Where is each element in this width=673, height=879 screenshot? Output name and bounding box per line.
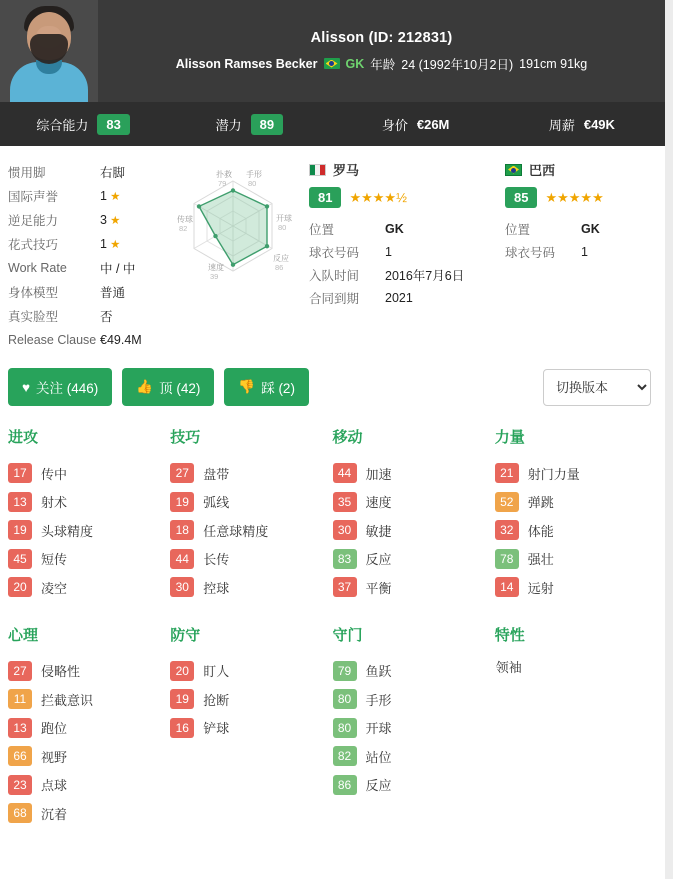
skill-label: 传中: [41, 466, 68, 482]
club-info-section: [303, 160, 665, 352]
skill-row: [170, 714, 332, 743]
club-row-value: GK: [581, 221, 600, 236]
skill-label: 站位: [365, 749, 392, 765]
skill-row: [495, 545, 657, 574]
follow-button-label: 关注 (446): [36, 381, 99, 396]
skill-row: [333, 742, 495, 771]
stat-overall-label: 综合能力: [36, 117, 89, 133]
skill-label: 反应: [365, 778, 392, 794]
skill-label: 盯人: [203, 664, 230, 680]
skill-group-title: 进攻: [8, 429, 39, 446]
brazil-flag-icon: [324, 58, 340, 69]
player-header-info: [98, 0, 665, 102]
skill-value: 13: [8, 718, 32, 738]
club-row-key: 位置: [309, 222, 335, 237]
club-rating: [309, 187, 469, 208]
skill-value: 66: [8, 746, 32, 766]
skill-label: 控球: [203, 580, 230, 596]
stat-potential: [166, 114, 332, 135]
skill-row: [8, 516, 170, 545]
attr-label: Work Rate: [8, 261, 67, 275]
skill-group-title: 特性: [494, 626, 525, 644]
skill-value: 35: [333, 492, 357, 512]
attr-label: 花式技巧: [8, 238, 59, 252]
club-title: [309, 160, 469, 179]
stat-wage: [499, 115, 665, 134]
dislike-button-label: 踩 (2): [261, 381, 295, 396]
stat-value-label: 身价: [381, 117, 408, 133]
radar-axis-label: 传球: [177, 215, 193, 224]
skill-group-title: 力量: [494, 429, 525, 446]
club-row-key: 合同到期: [309, 291, 360, 306]
skill-group-movement: [333, 422, 495, 602]
skill-label: 速度: [365, 495, 392, 511]
skill-value: 44: [333, 463, 357, 483]
skill-label: 拦截意识: [41, 692, 94, 708]
attr-value: 1: [100, 237, 107, 251]
attr-value: 普通: [100, 286, 126, 300]
skill-group-traits: [495, 620, 657, 828]
skill-row: [170, 573, 332, 602]
player-avatar: [0, 0, 98, 102]
skill-label: 盘带: [203, 466, 230, 482]
club-row: [309, 240, 469, 263]
svg-text:82: 82: [179, 224, 188, 233]
skill-label: 抢断: [203, 692, 230, 708]
attr-value: €49.4M: [100, 333, 142, 347]
radar-axis-label: 扑救: [216, 170, 232, 179]
player-subline: [176, 55, 588, 73]
attr-row: [8, 184, 163, 208]
skill-row: [333, 714, 495, 743]
skill-row: [170, 545, 332, 574]
svg-text:86: 86: [275, 263, 284, 272]
like-button[interactable]: [122, 368, 214, 406]
player-attribute-list: [0, 160, 163, 352]
skill-value: 27: [170, 463, 194, 483]
skill-value: 20: [170, 661, 194, 681]
skill-value: 11: [8, 689, 32, 709]
attr-row: [8, 280, 163, 304]
club-rating-stars: ★★★★½: [349, 189, 407, 205]
club-row: [505, 240, 665, 263]
skill-label: 点球: [41, 778, 68, 794]
attr-label: Release Clause: [8, 333, 97, 347]
svg-text:80: 80: [278, 223, 287, 232]
radar-axis-label: 手形: [246, 170, 262, 179]
player-details: [0, 146, 665, 358]
skill-label: 弧线: [203, 495, 230, 511]
follow-button[interactable]: [8, 368, 112, 406]
radar-svg: [163, 160, 303, 290]
skill-row: [170, 685, 332, 714]
skill-label: 视野: [41, 749, 68, 765]
svg-text:39: 39: [210, 272, 219, 281]
skill-row: [8, 742, 170, 771]
club-row: [309, 217, 469, 240]
attr-row: [8, 328, 163, 352]
skill-label: 平衡: [365, 580, 392, 596]
skill-label: 鱼跃: [365, 664, 392, 680]
skill-label: 头球精度: [41, 523, 94, 539]
skill-label: 弹跳: [527, 495, 554, 511]
skill-row: [333, 545, 495, 574]
club-row-key: 位置: [505, 222, 531, 237]
skill-row: [333, 685, 495, 714]
skill-value: 27: [8, 661, 32, 681]
attr-label: 惯用脚: [8, 166, 46, 180]
club-row-value: 2021: [385, 290, 413, 305]
skill-row: [495, 459, 657, 488]
club-name: 巴西: [529, 163, 556, 178]
skill-row: [8, 714, 170, 743]
skill-row: [8, 459, 170, 488]
skill-row: [8, 685, 170, 714]
skill-value: 86: [333, 775, 357, 795]
stat-value: [333, 115, 499, 134]
club-row-value: 1: [581, 244, 588, 259]
skill-label: 短传: [41, 552, 68, 568]
skill-value: 82: [333, 746, 357, 766]
brazil-flag-icon: [505, 164, 522, 176]
skill-label: 手形: [365, 692, 392, 708]
skill-row: [333, 516, 495, 545]
skill-row: [333, 657, 495, 686]
skill-group-power: [495, 422, 657, 602]
skill-value: 21: [495, 463, 519, 483]
attr-value: 3: [100, 213, 107, 227]
skill-label: 射术: [41, 495, 68, 511]
skill-label: 跑位: [41, 721, 68, 737]
club-row-key: 入队时间: [309, 268, 360, 283]
skill-value: 78: [495, 549, 519, 569]
skill-row: [170, 516, 332, 545]
skill-row: [170, 488, 332, 517]
attr-row: [8, 232, 163, 256]
skill-label: 体能: [527, 523, 554, 539]
skill-row: [8, 488, 170, 517]
star-icon: ★: [106, 215, 121, 227]
skill-group-attack: [8, 422, 170, 602]
skill-value: 80: [333, 689, 357, 709]
stat-wage-label: 周薪: [548, 117, 575, 133]
skill-group-title: 移动: [332, 429, 363, 446]
skill-value: 68: [8, 803, 32, 823]
club-row-key: 球衣号码: [309, 245, 360, 260]
version-select-wrap: [543, 369, 651, 406]
skill-grid: [0, 422, 665, 846]
italy-flag-icon: [309, 164, 326, 176]
club-row-value: 2016年7月6日: [385, 268, 465, 283]
thumbs-up-icon: 👍: [136, 379, 154, 394]
skill-value: 19: [170, 492, 194, 512]
club-row: [309, 286, 469, 309]
skill-row: [8, 771, 170, 800]
attr-label: 国际声誉: [8, 190, 59, 204]
skill-group-goalkeeping: [333, 620, 495, 828]
attr-row: [8, 160, 163, 184]
radar-chart: [163, 160, 303, 352]
page-right-strip: [665, 0, 673, 879]
skill-value: 30: [170, 577, 194, 597]
skill-row: [333, 771, 495, 800]
radar-axis-label: 反应: [273, 254, 289, 263]
skill-value: 23: [8, 775, 32, 795]
stat-overall-value: 83: [97, 114, 129, 135]
body-measure: 191cm 91kg: [519, 56, 588, 71]
skill-label: 长传: [203, 552, 230, 568]
skill-row: [333, 459, 495, 488]
svg-text:80: 80: [248, 179, 257, 188]
radar-axis-label: 开球: [276, 214, 292, 223]
skill-row: [495, 488, 657, 517]
skill-value: 14: [495, 577, 519, 597]
skill-label: 反应: [365, 552, 392, 568]
skill-label: 敏捷: [365, 523, 392, 539]
skill-row: [495, 516, 657, 545]
skill-group-title: 技巧: [170, 429, 201, 446]
age-label: 年龄: [370, 57, 396, 72]
club-row: [505, 217, 665, 240]
player-full-name: Alisson Ramses Becker: [175, 56, 318, 71]
attr-value: 右脚: [100, 166, 126, 180]
skill-label: 开球: [365, 721, 392, 737]
skill-row: [8, 657, 170, 686]
skill-value: 79: [333, 661, 357, 681]
stat-potential-label: 潜力: [215, 117, 242, 133]
skill-group-title: 心理: [8, 626, 39, 644]
skill-group-title: 守门: [332, 626, 363, 644]
svg-text:79: 79: [218, 179, 227, 188]
skill-label: 沉着: [41, 806, 68, 822]
skill-group-defence: [170, 620, 332, 828]
club-row: [309, 263, 469, 286]
action-bar: [0, 358, 665, 422]
player-statbar: [0, 102, 665, 146]
attr-label: 逆足能力: [8, 214, 59, 228]
skill-row: [8, 799, 170, 828]
skill-value: 18: [170, 520, 194, 540]
skill-label: 远射: [527, 580, 554, 596]
attr-value: 1: [100, 189, 107, 203]
skill-label: 侵略性: [41, 664, 81, 680]
skill-group-title: 防守: [170, 626, 201, 644]
skill-group-mentality: [8, 620, 170, 828]
attr-label: 身体模型: [8, 286, 59, 300]
club-name: 罗马: [333, 163, 360, 178]
attr-row: [8, 208, 163, 232]
heart-icon: ♥: [22, 379, 31, 395]
skill-value: 52: [495, 492, 519, 512]
age-detail: 24 (1992年10月2日): [401, 57, 514, 72]
thumbs-down-icon: 👎: [238, 379, 256, 394]
skill-value: 16: [170, 718, 194, 738]
attr-value: 中 / 中: [100, 262, 136, 276]
stat-potential-value: 89: [251, 114, 283, 135]
club-rating-value: 81: [309, 187, 341, 208]
like-button-label: 顶 (42): [159, 381, 201, 396]
skill-value: 19: [8, 520, 32, 540]
club-row-value: GK: [385, 221, 404, 236]
club-row-key: 球衣号码: [505, 245, 556, 260]
skill-row: [8, 545, 170, 574]
skill-row: [8, 573, 170, 602]
skill-value: 20: [8, 577, 32, 597]
attr-label: 真实脸型: [8, 310, 59, 324]
star-icon: ★: [106, 191, 121, 203]
skill-value: 45: [8, 549, 32, 569]
skill-value: 30: [333, 520, 357, 540]
player-name: Alisson (ID: 212831): [310, 29, 453, 46]
skill-label: 凌空: [41, 580, 68, 596]
club-rating-stars: ★★★★★: [545, 189, 604, 205]
skill-row: [333, 488, 495, 517]
skill-label: 加速: [365, 466, 392, 482]
skill-value: 83: [333, 549, 357, 569]
version-select[interactable]: [543, 369, 651, 406]
skill-label: 任意球精度: [203, 523, 269, 539]
stat-overall: [0, 114, 166, 135]
club-rating-value: 85: [505, 187, 537, 208]
player-position: GK: [345, 56, 365, 71]
skill-value: 80: [333, 718, 357, 738]
club-rating: [505, 187, 665, 208]
skill-row: [495, 573, 657, 602]
attr-value: 否: [100, 310, 113, 324]
player-header: [0, 0, 665, 102]
skill-row: [170, 657, 332, 686]
skill-label: 强壮: [527, 552, 554, 568]
dislike-button[interactable]: [224, 368, 309, 406]
radar-axis-label: 速度: [208, 263, 224, 272]
skill-group-skill: [170, 422, 332, 602]
skill-row: [333, 573, 495, 602]
club-title: [505, 160, 665, 179]
stat-value-amount: €26M: [416, 116, 450, 132]
skill-value: 32: [495, 520, 519, 540]
club-card-brazil: [505, 160, 665, 352]
attr-row: [8, 256, 163, 280]
club-card-roma: [309, 160, 469, 352]
skill-value: 44: [170, 549, 194, 569]
trait-item: 领袖: [495, 659, 522, 675]
stat-wage-amount: €49K: [583, 116, 615, 132]
star-icon: ★: [106, 239, 121, 251]
skill-label: 铲球: [203, 721, 230, 737]
skill-value: 13: [8, 492, 32, 512]
skill-row: [170, 459, 332, 488]
skill-label: 射门力量: [527, 466, 580, 482]
skill-value: 17: [8, 463, 32, 483]
skill-value: 19: [170, 689, 194, 709]
attr-row: [8, 304, 163, 328]
club-row-value: 1: [385, 244, 392, 259]
skill-value: 37: [333, 577, 357, 597]
